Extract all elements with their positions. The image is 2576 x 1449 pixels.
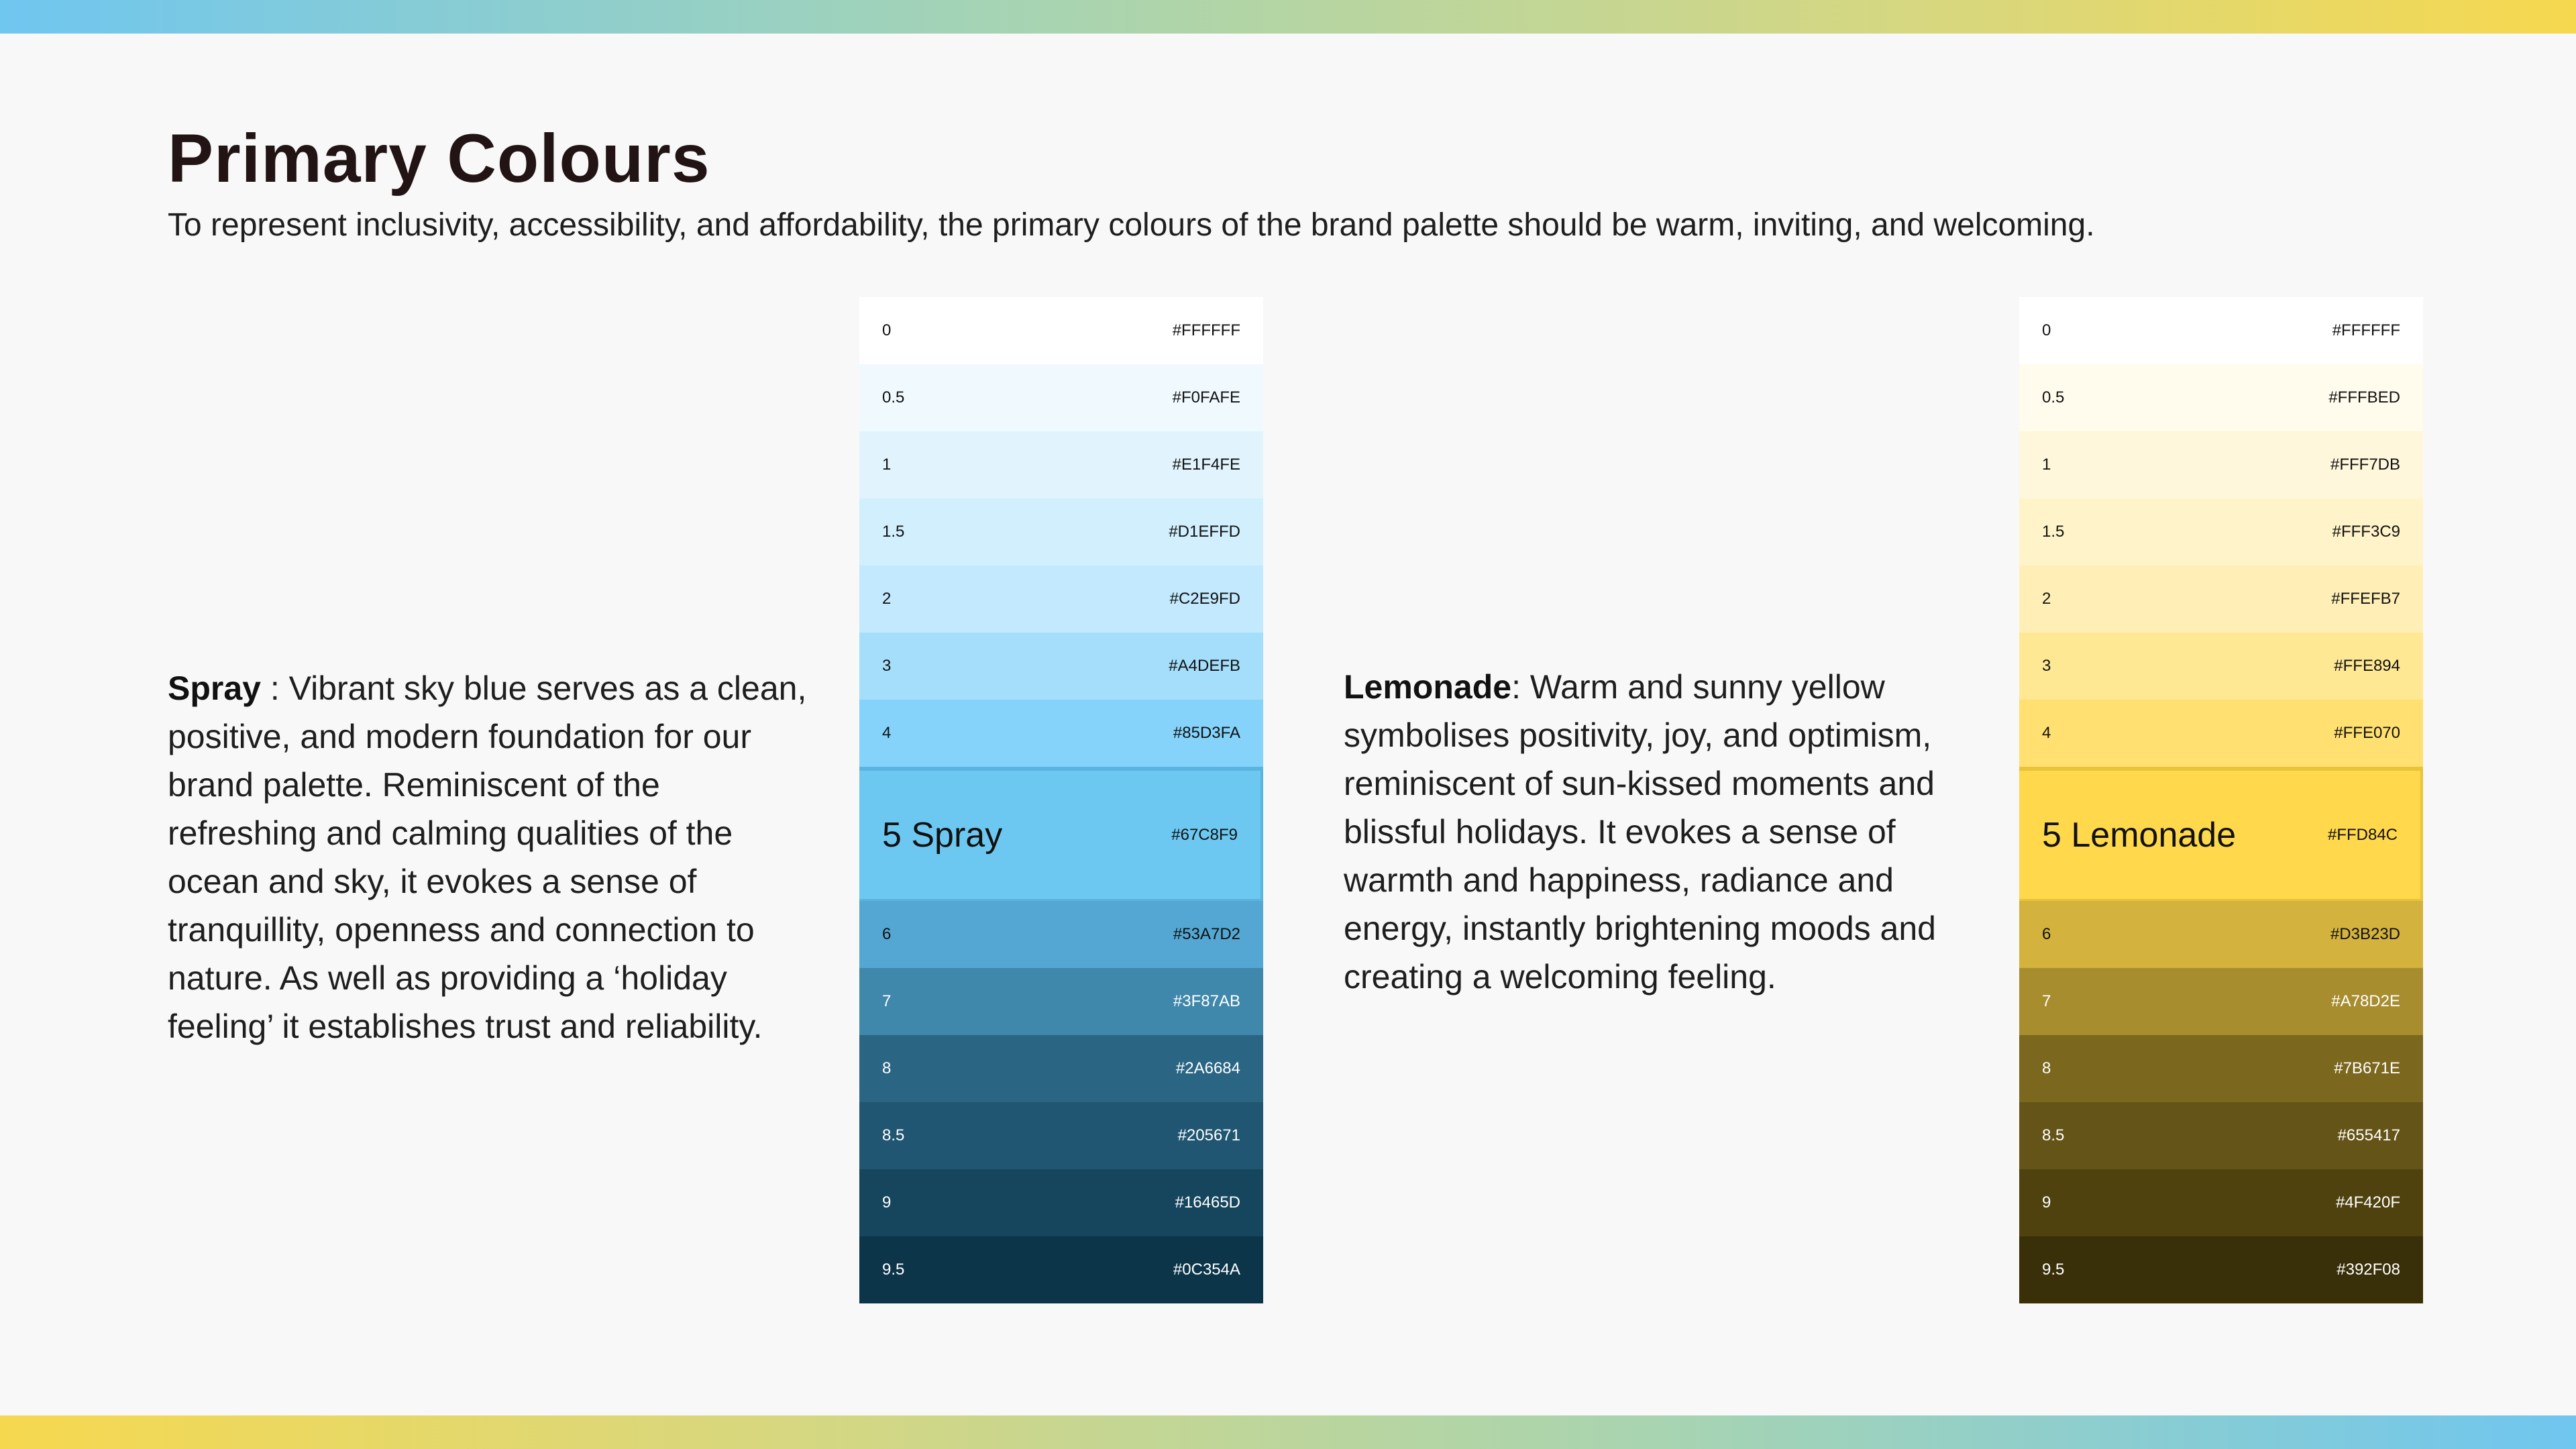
lemonade-swatch-step: 3 — [2042, 657, 2051, 675]
spray-swatch-row — [859, 700, 1263, 767]
spray-swatch-row — [859, 1236, 1263, 1303]
lemonade-swatch-hex: #FFFFFF — [2332, 321, 2400, 339]
spray-swatch-hex: #E1F4FE — [1172, 455, 1240, 474]
spray-swatch-hex: #205671 — [1177, 1126, 1240, 1144]
spray-description — [168, 664, 812, 1051]
spray-swatch-hex: #C2E9FD — [1169, 590, 1240, 608]
lemonade-swatch-hex: #FFE894 — [2334, 657, 2400, 675]
lemonade-description-text: : Warm and sunny yellow symbolises positivity, joy, and optimism, reminiscent of sun-kissed moments and blissful holidays. It evokes a sense of warmth and happiness, radiance and energy, instantly brightening moods and creating a welcoming feeling. — [1344, 668, 1936, 996]
lemonade-swatch-hex: #FFFBED — [2328, 388, 2400, 407]
spray-swatch-step: 3 — [882, 657, 892, 675]
lemonade-swatch-row — [2019, 1169, 2423, 1236]
lemonade-swatch-row — [2019, 297, 2423, 364]
lemonade-swatch-row — [2019, 566, 2423, 633]
spray-swatch-step: 5 Spray — [882, 815, 1003, 855]
lemonade-swatch-hex: #A78D2E — [2331, 992, 2400, 1010]
spray-swatch-step: 9 — [882, 1193, 892, 1212]
spray-swatch-row — [859, 498, 1263, 566]
spray-colour-scale — [859, 297, 1263, 1305]
lemonade-swatch-hex: #655417 — [2337, 1126, 2400, 1144]
spray-swatch-step: 7 — [882, 992, 892, 1010]
lemonade-swatch-step: 0 — [2042, 321, 2051, 339]
lemonade-swatch-step: 4 — [2042, 724, 2051, 742]
spray-swatch-step: 6 — [882, 925, 892, 943]
spray-swatch-step: 0 — [882, 321, 892, 339]
lemonade-swatch-step: 9 — [2042, 1193, 2051, 1212]
spray-swatch-row — [859, 968, 1263, 1035]
lemonade-swatch-step: 2 — [2042, 590, 2051, 608]
spray-swatch-hex: #85D3FA — [1173, 724, 1240, 742]
spray-swatch-row — [859, 901, 1263, 968]
lemonade-swatch-row — [2019, 1236, 2423, 1303]
spray-swatch-step: 8.5 — [882, 1126, 905, 1144]
bottom-gradient-band — [0, 1415, 2576, 1449]
spray-swatch-row — [859, 1035, 1263, 1102]
lemonade-description — [1344, 663, 1988, 1001]
lemonade-swatch-row — [2019, 1035, 2423, 1102]
lemonade-swatch-hex: #FFF3C9 — [2332, 523, 2400, 541]
spray-swatch-hex: #53A7D2 — [1173, 925, 1240, 943]
spray-swatch-hex: #16465D — [1175, 1193, 1240, 1212]
spray-swatch-step: 4 — [882, 724, 892, 742]
lemonade-swatch-step: 1.5 — [2042, 523, 2065, 541]
lemonade-swatch-row — [2019, 700, 2423, 767]
lemonade-swatch-step: 0.5 — [2042, 388, 2065, 407]
lemonade-swatch-row — [2019, 1102, 2423, 1169]
lemonade-swatch-hex: #FFEFB7 — [2331, 590, 2400, 608]
lemonade-swatch-row — [2019, 364, 2423, 431]
spray-swatch-step: 9.5 — [882, 1260, 905, 1279]
spray-swatch-row — [859, 767, 1263, 901]
spray-swatch-hex: #D1EFFD — [1169, 523, 1240, 541]
lemonade-swatch-step: 7 — [2042, 992, 2051, 1010]
lemonade-swatch-row — [2019, 901, 2423, 968]
lemonade-swatch-hex: #7B671E — [2334, 1059, 2400, 1077]
spray-swatch-hex: #67C8F9 — [1171, 825, 1238, 844]
spray-swatch-step: 0.5 — [882, 388, 905, 407]
spray-description-text: : Vibrant sky blue serves as a clean, positive, and modern foundation for our brand palette. Reminiscent of the refreshing and calming qualities of the ocean and sky, it evokes a sense of tranquillity, openness and connection to nature. As well as providing a ‘holiday feeling’ it establishes trust and reliability. — [168, 669, 807, 1045]
spray-swatch-row — [859, 1169, 1263, 1236]
top-gradient-band — [0, 0, 2576, 34]
lemonade-swatch-step: 6 — [2042, 925, 2051, 943]
lemonade-swatch-row — [2019, 968, 2423, 1035]
spray-swatch-row — [859, 297, 1263, 364]
lemonade-swatch-step: 1 — [2042, 455, 2051, 474]
lemonade-swatch-step: 9.5 — [2042, 1260, 2065, 1279]
spray-swatch-step: 1 — [882, 455, 892, 474]
spray-swatch-hex: #2A6684 — [1175, 1059, 1240, 1077]
spray-swatch-step: 2 — [882, 590, 892, 608]
spray-swatch-hex: #A4DEFB — [1169, 657, 1240, 675]
spray-swatch-row — [859, 431, 1263, 498]
lemonade-swatch-row — [2019, 498, 2423, 566]
spray-swatch-row — [859, 633, 1263, 700]
lemonade-swatch-row — [2019, 633, 2423, 700]
lemonade-name: Lemonade — [1344, 668, 1512, 706]
spray-swatch-step: 8 — [882, 1059, 892, 1077]
lemonade-swatch-hex: #FFF7DB — [2330, 455, 2400, 474]
lemonade-swatch-hex: #392F08 — [2337, 1260, 2400, 1279]
page-title: Primary Colours — [168, 120, 710, 197]
lemonade-swatch-hex: #4F420F — [2335, 1193, 2400, 1212]
spray-swatch-row — [859, 1102, 1263, 1169]
spray-name: Spray — [168, 669, 261, 707]
spray-swatch-row — [859, 364, 1263, 431]
lemonade-swatch-step: 8 — [2042, 1059, 2051, 1077]
spray-swatch-step: 1.5 — [882, 523, 905, 541]
lemonade-swatch-row — [2019, 431, 2423, 498]
lemonade-swatch-hex: #FFD84C — [2327, 825, 2398, 844]
page-subtitle: To represent inclusivity, accessibility, and affordability, the primary colours of the brand palette should be warm, inviting, and welcoming. — [168, 207, 2095, 243]
spray-swatch-hex: #F0FAFE — [1172, 388, 1240, 407]
lemonade-swatch-hex: #D3B23D — [2330, 925, 2400, 943]
lemonade-swatch-step: 5 Lemonade — [2042, 815, 2237, 855]
spray-swatch-hex: #0C354A — [1173, 1260, 1240, 1279]
lemonade-colour-scale — [2019, 297, 2423, 1305]
lemonade-swatch-row — [2019, 767, 2423, 901]
lemonade-swatch-hex: #FFE070 — [2334, 724, 2400, 742]
lemonade-swatch-step: 8.5 — [2042, 1126, 2065, 1144]
spray-swatch-hex: #3F87AB — [1173, 992, 1240, 1010]
spray-swatch-row — [859, 566, 1263, 633]
spray-swatch-hex: #FFFFFF — [1172, 321, 1240, 339]
